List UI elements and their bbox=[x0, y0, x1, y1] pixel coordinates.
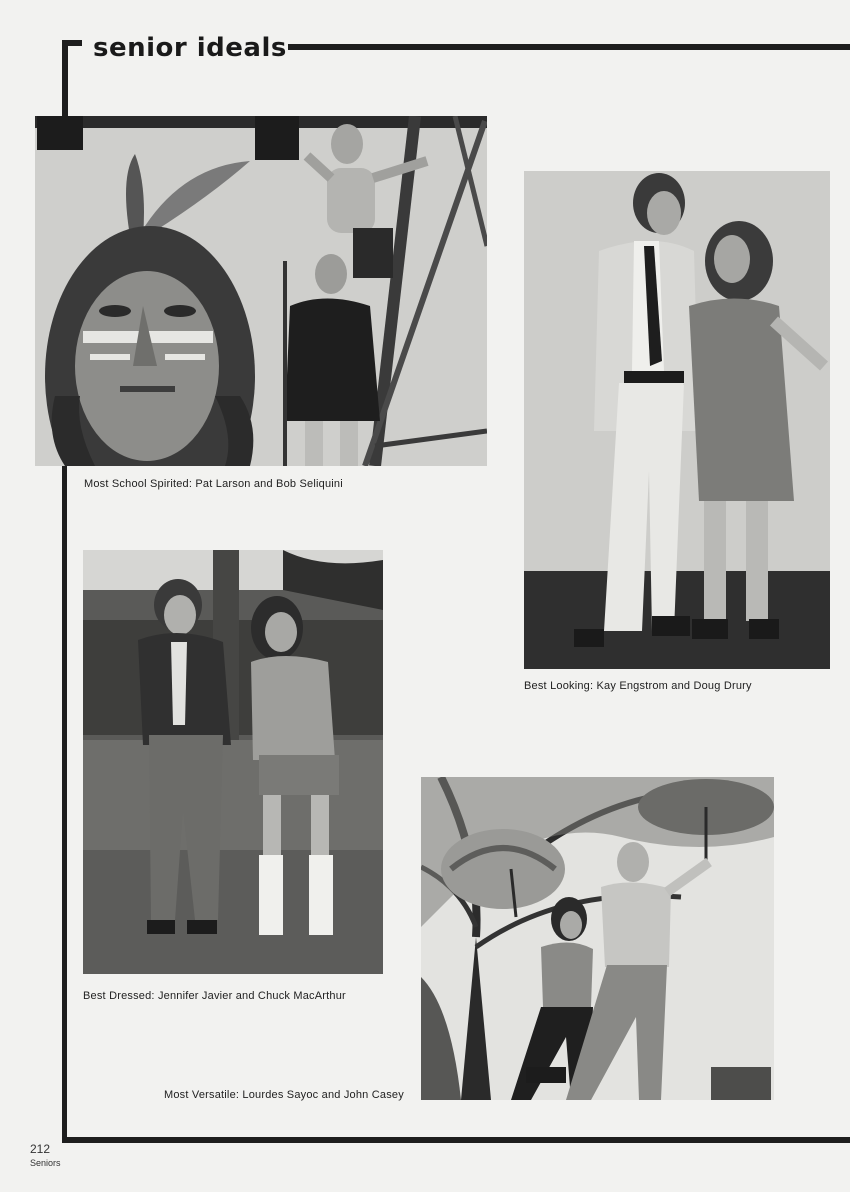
photo-best-dressed bbox=[83, 550, 383, 974]
left-top-vertical-rule bbox=[62, 40, 68, 116]
bottom-rule bbox=[62, 1137, 850, 1143]
caption-most-school-spirited: Most School Spirited: Pat Larson and Bob Seliquini bbox=[84, 478, 343, 490]
caption-most-versatile: Most Versatile: Lourdes Sayoc and John Casey bbox=[164, 1089, 404, 1101]
photo-best-looking bbox=[524, 171, 830, 669]
left-vertical-rule bbox=[62, 466, 67, 1142]
caption-best-dressed: Best Dressed: Jennifer Javier and Chuck MacArthur bbox=[83, 990, 346, 1002]
caption-best-looking: Best Looking: Kay Engstrom and Doug Drury bbox=[524, 680, 752, 692]
page-title: senior ideals bbox=[93, 33, 287, 63]
section-label: Seniors bbox=[30, 1158, 61, 1168]
page-number: 212 bbox=[30, 1142, 51, 1156]
photo-most-school-spirited bbox=[35, 116, 487, 466]
photo-most-versatile bbox=[421, 777, 774, 1100]
header-rule bbox=[288, 44, 850, 50]
